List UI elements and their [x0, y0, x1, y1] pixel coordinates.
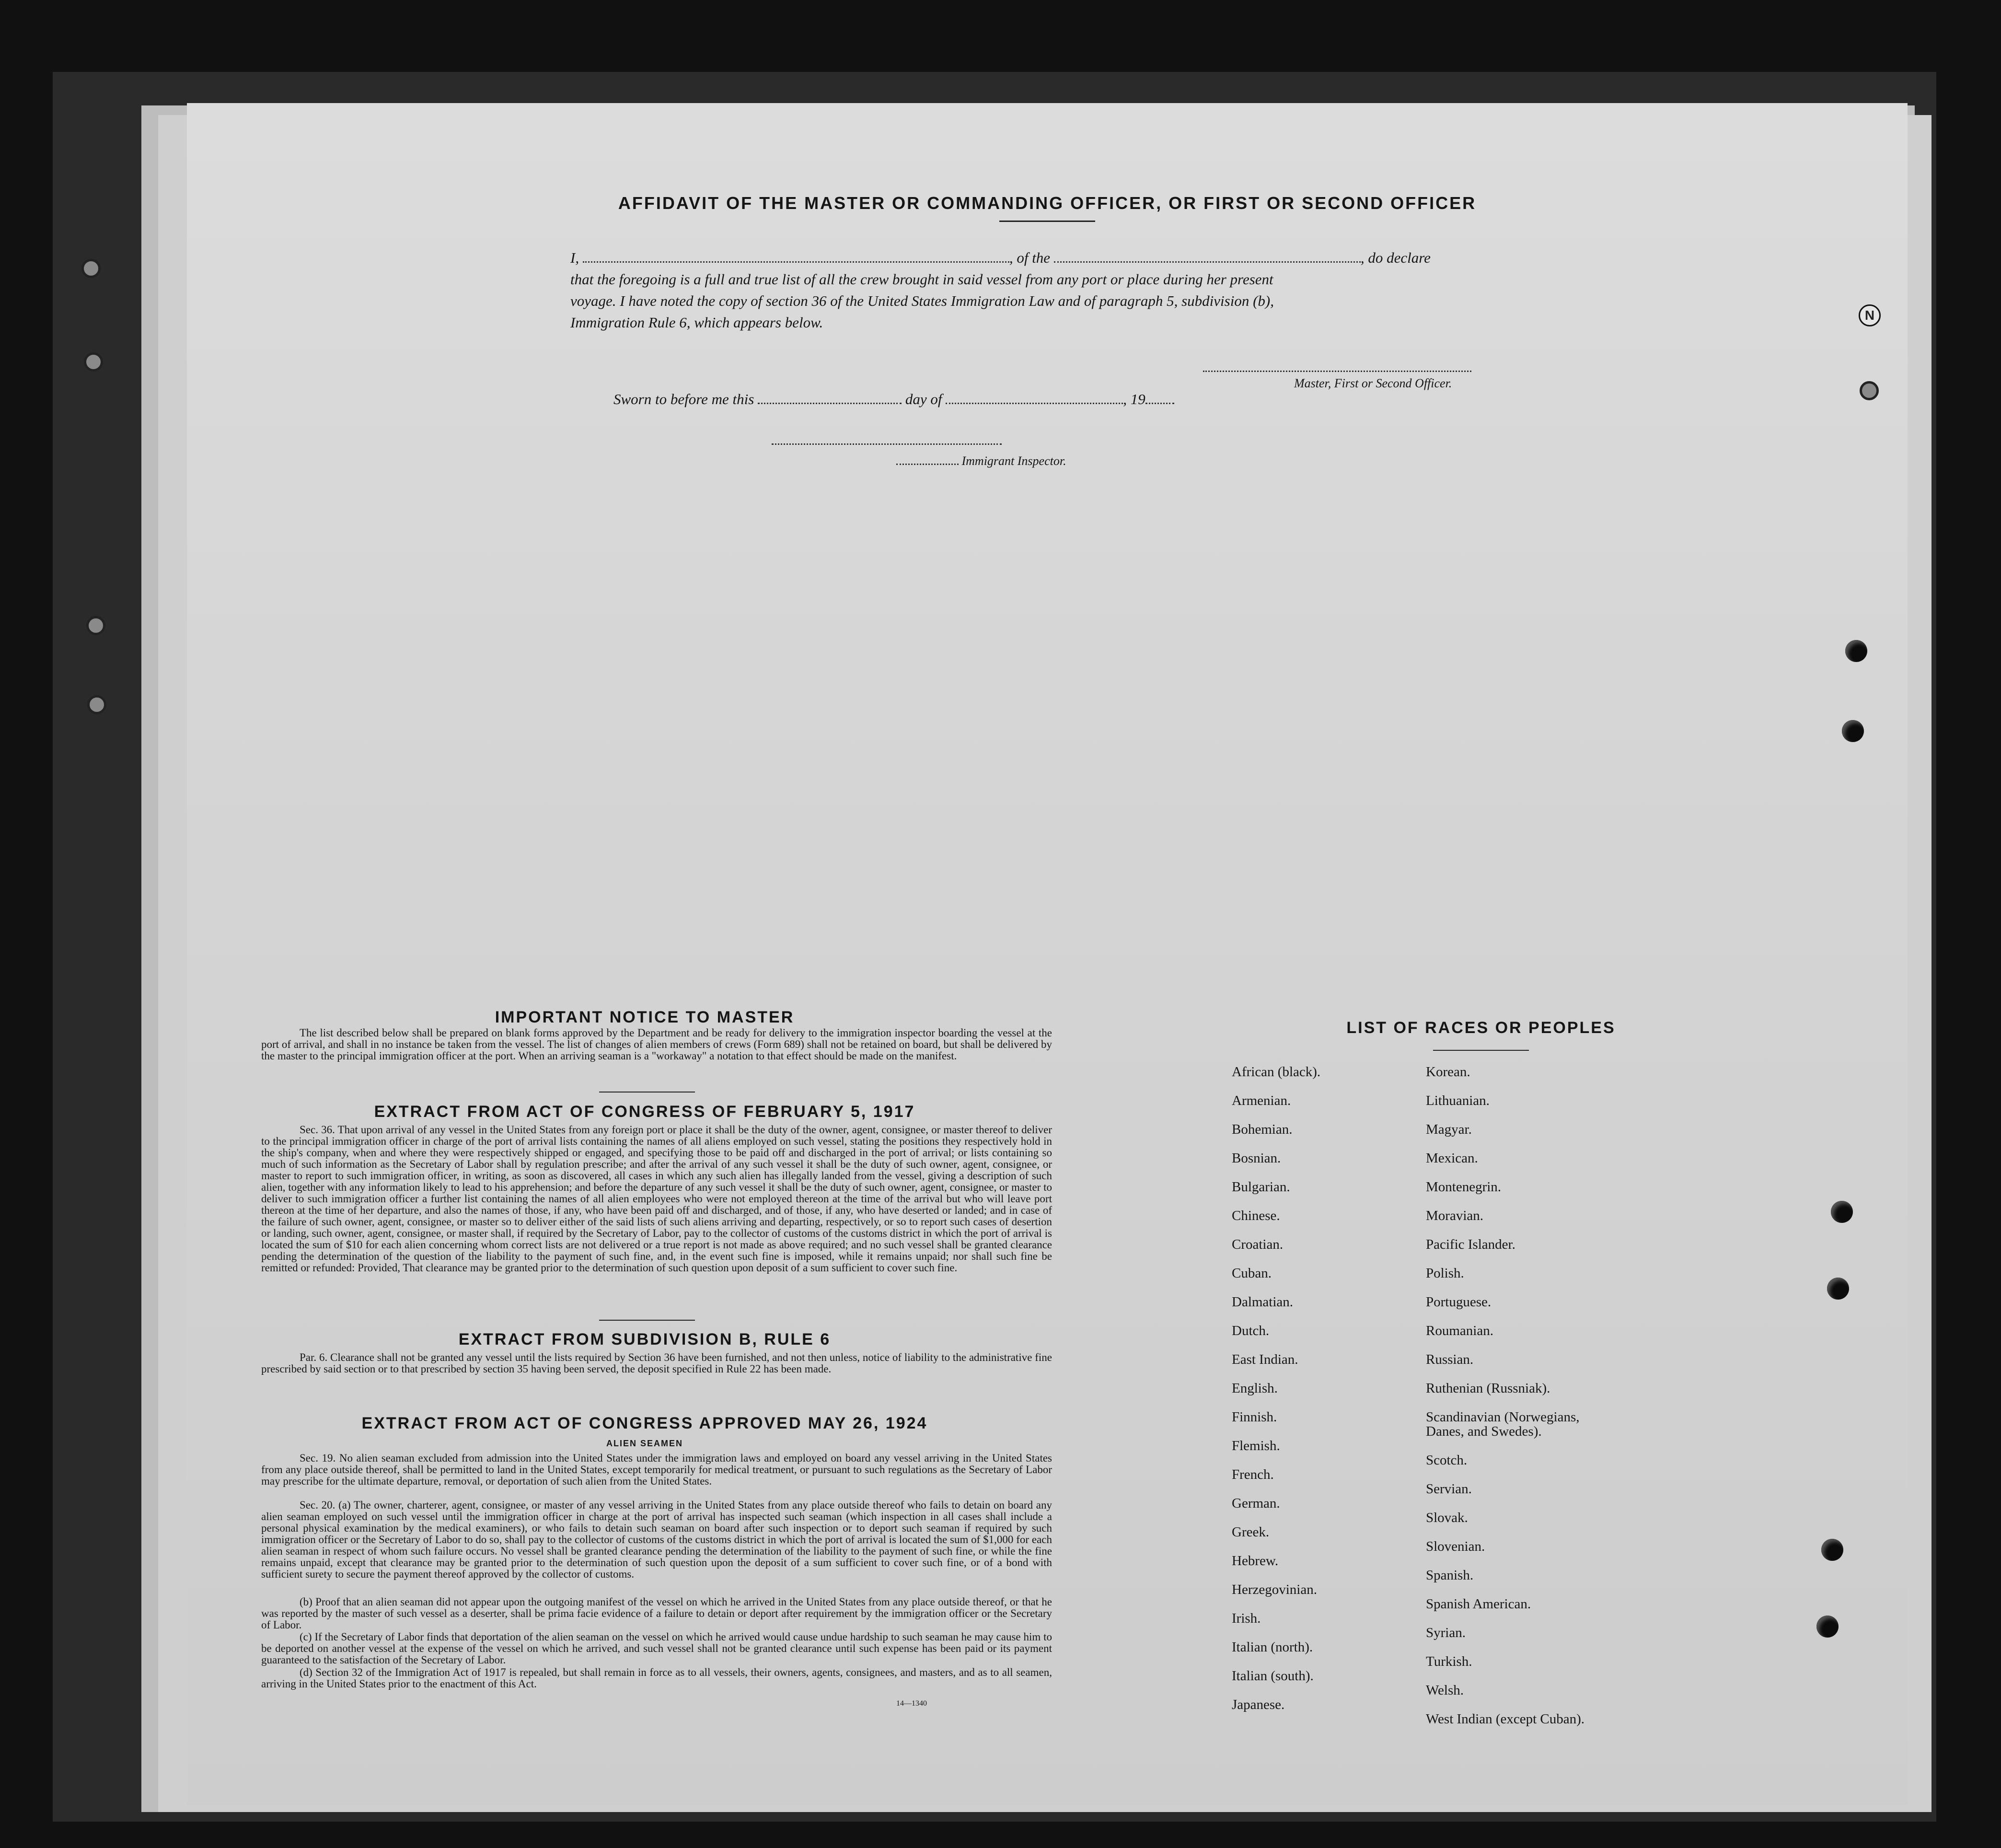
sec19-body: Sec. 19. No alien seaman excluded from admission into the United States under the immigration laws and employed on board any vessel arriving in the United States from any place outside thereof, shall be permitted to land in the United States, except temporarily for medical treatment, or pursuant to such regulations as the Secretary of Labor may prescribe for the ultimate departure, removal, or deportation of such alien from the United States. [261, 1452, 1052, 1487]
section-rule [599, 1320, 695, 1321]
sworn-day-blank [758, 403, 902, 404]
race-item: Roumanian. [1426, 1323, 1493, 1338]
race-item: Lithuanian. [1426, 1093, 1490, 1108]
alien-seamen-subtitle: ALIEN SEAMEN [606, 1439, 683, 1448]
punch-hole-icon [1821, 1539, 1843, 1561]
race-item: Ruthenian (Russniak). [1426, 1381, 1550, 1396]
race-item: English. [1232, 1381, 1278, 1396]
race-item: Mexican. [1426, 1151, 1478, 1166]
inspector-caption-text: Immigrant Inspector. [961, 454, 1066, 468]
name-blank [583, 261, 1009, 263]
inspector-caption [896, 454, 1066, 468]
affidavit-i: I, [570, 249, 579, 266]
races-right-column [1426, 1064, 1713, 1735]
race-item: Spanish American. [1426, 1596, 1531, 1612]
race-item: German. [1232, 1496, 1280, 1511]
race-item: Slovak. [1426, 1510, 1468, 1525]
sec20a-body: Sec. 20. (a) The owner, charterer, agent, consignee, or master of any vessel arriving in the United States from any place outside thereof who fails to detain on board any alien seaman employed on such vessel until the immigration officer in charge at the port of arrival has inspected such seaman (which inspection in all cases shall include a personal physical examination by the medical examiners), or who fails to detain such seaman on board after such inspection or to deport such seaman if required by such immigration officer or the Secretary of Labor to do so, shall pay to the collector of customs of the customs district in which the port of arrival is located the sum of $1,000 for each alien seaman in respect of whom such failure occurs. No vessel shall be granted clearance pending the determination of the liability to the payment of such fine, or while the fine remains unpaid, except that clearance may be granted prior to the determination of such question upon the deposit of a sum sufficient to cover such fine, or of a bond with sufficient surety to secure the payment thereof approved by the collector of customs. [261, 1499, 1052, 1580]
subdivision-title: EXTRACT FROM SUBDIVISION B, RULE 6 [458, 1330, 831, 1348]
race-item: Slovenian. [1426, 1539, 1485, 1554]
binder-hole-icon [84, 352, 103, 372]
race-item: Finnish. [1232, 1409, 1277, 1425]
race-item: Moravian. [1426, 1208, 1483, 1223]
affidavit-line-1 [570, 249, 1721, 267]
year-blank [1145, 403, 1174, 404]
sec20c-body: (c) If the Secretary of Labor finds that deportation of the alien seaman on the vessel on which he arrived would cause undue hardship to such seaman he may cause him to be deported on another vessel at the expense of the vessel on which he arrived, and such vessel shall not be granted clearance until such expense has been paid or its payment guaranteed to the satisfaction of the Secretary of Labor. [261, 1631, 1052, 1666]
punch-hole-icon [1831, 1201, 1853, 1223]
extract-1917-body: Sec. 36. That upon arrival of any vessel in the United States from any foreign port or place it shall be the duty of the owner, agent, consignee, or master thereof to deliver to the principal immigration officer in charge of the port of arrival lists containing the names of all aliens employed on such vessel, stating the positions they respectively hold in the ship's company, when and where they were respectively shipped or engaged, and specifying those to be paid off and discharged in the port of arrival; or lists containing so much of such information as the Secretary of Labor shall by regulation prescribe; and after the arrival of any such vessel it shall be the duty of such owner, agent, consignee, or master to report to such immigration officer, in writing, as soon as discovered, all cases in which any such alien has illegally landed from the vessel, giving a description of such alien, together with any information likely to lead to his apprehension; and before the departure of any such vessel it shall be the duty of such owner, agent, consignee, or master to deliver to such immigration officer a further list containing the names of all alien employees who were not employed thereon at the time of the arrival but who will leave port thereon at the time of her departure, and also the names of those, if any, who have been paid off and discharged, and of those, if any, who have deserted or landed; and in case of the failure of such owner, agent, consignee, or master so to deliver either of the said lists of such aliens arriving and departing, respectively, or so to report such cases of desertion or landing, such owner, agent, consignee, or master shall, if required by the Secretary of Labor, pay to the collector of customs of the customs district in which the port of arrival is located the sum of $10 for each alien concerning whom correct lists are not delivered or a true report is not made as above required; and no such vessel shall be granted clearance pending the determination of the question of the liability to the payment of such fine, and, in the event such fine is imposed, while it remains unpaid; nor shall such fine be remitted or refunded: Provided, That clearance may be granted prior to the determination of such question upon deposit of a sum sufficient to cover such fine. [261, 1124, 1052, 1274]
affidavit-declare: , do declare [1360, 249, 1431, 266]
year-text: , 19 [1123, 391, 1145, 407]
master-signature-line [1203, 371, 1471, 372]
race-item: Cuban. [1232, 1266, 1272, 1281]
extract-1924-title: EXTRACT FROM ACT OF CONGRESS APPROVED MAY 26, 1924 [361, 1414, 928, 1432]
race-item: Spanish. [1426, 1568, 1474, 1583]
races-rule [1433, 1050, 1529, 1051]
notice-body: The list described below shall be prepared on blank forms approved by the Department and be ready for delivery to the immigration inspector boarding the vessel at the port of arrival, and shall in no instance be taken from the vessel. The list of changes of alien members of crews (Form 689) shall not be retained on board, but shall be delivered by the master to the principal immigration officer at the port. When an arriving seaman is a "workaway" a notation to that effect should be made on the manifest. [261, 1027, 1052, 1062]
affidavit-line-2: that the foregoing is a full and true list of all the crew brought in said vessel from any port or place during her present [570, 271, 1273, 288]
race-item: Dutch. [1232, 1323, 1270, 1338]
inspector-signature-line [772, 443, 1002, 445]
race-item: West Indian (except Cuban). [1426, 1711, 1585, 1727]
race-item: Armenian. [1232, 1093, 1291, 1108]
race-item: Portuguese. [1426, 1294, 1492, 1310]
stamp-n-icon: N [1859, 304, 1881, 326]
race-item: East Indian. [1232, 1352, 1298, 1367]
race-item: Danes, and Swedes). [1426, 1424, 1542, 1439]
race-item: Scotch. [1426, 1453, 1468, 1468]
race-item: Hebrew. [1232, 1553, 1279, 1569]
day-of-text: day of [905, 391, 942, 407]
punch-hole-icon [1845, 640, 1867, 662]
race-item: Magyar. [1426, 1122, 1472, 1137]
affidavit-of-the: , of the [1009, 249, 1051, 266]
title-rule [999, 221, 1095, 222]
race-item: Polish. [1426, 1266, 1464, 1281]
punch-hole-icon [1827, 1278, 1849, 1300]
race-item: Pacific Islander. [1426, 1237, 1515, 1252]
race-item: Turkish. [1426, 1654, 1472, 1669]
race-item: Bosnian. [1232, 1151, 1281, 1166]
punch-hole-icon [1842, 720, 1864, 742]
race-item: Irish. [1232, 1611, 1261, 1626]
sworn-line [613, 391, 1174, 408]
affidavit-title: AFFIDAVIT OF THE MASTER OR COMMANDING OFFICER, OR FIRST OR SECOND OFFICER [618, 193, 1477, 213]
race-item: Russian. [1426, 1352, 1474, 1367]
subdivision-body: Par. 6. Clearance shall not be granted any vessel until the lists required by Section 36 have been furnished, and not then unless, notice of liability to the administrative fine prescribed by said section or to that prescribed by section 35 having been served, the deposit specified in Rule 22 has been made. [261, 1351, 1052, 1375]
master-signature-caption: Master, First or Second Officer. [1294, 376, 1452, 390]
race-item: Italian (north). [1232, 1639, 1313, 1655]
form-number: 14—1340 [896, 1699, 927, 1708]
race-item: Welsh. [1426, 1683, 1464, 1698]
races-left-column [1232, 1064, 1423, 1735]
binder-hole-icon [86, 616, 105, 635]
affidavit-line-4: Immigration Rule 6, which appears below. [570, 314, 823, 331]
affidavit-line-3: voyage. I have noted the copy of section 36 of the United States Immigration Law and of paragraph 5, subdivision (b), [570, 292, 1274, 309]
binder-hole-icon [87, 695, 106, 714]
race-item: Korean. [1426, 1064, 1470, 1080]
race-item: Syrian. [1426, 1625, 1466, 1640]
race-item: African (black). [1232, 1064, 1321, 1080]
race-item: Japanese. [1232, 1697, 1285, 1712]
race-item: Flemish. [1232, 1438, 1280, 1453]
race-item: Chinese. [1232, 1208, 1280, 1223]
race-item: Greek. [1232, 1524, 1270, 1540]
race-item: Dalmatian. [1232, 1294, 1294, 1310]
races-title: LIST OF RACES OR PEOPLES [1346, 1019, 1616, 1037]
race-item: Croatian. [1232, 1237, 1284, 1252]
inspector-dots [896, 464, 959, 465]
sworn-text: Sworn to before me this [613, 391, 754, 407]
race-item: Italian (south). [1232, 1668, 1314, 1684]
notice-title: IMPORTANT NOTICE TO MASTER [495, 1008, 795, 1026]
race-item: Bohemian. [1232, 1122, 1293, 1137]
race-item: Servian. [1426, 1481, 1472, 1497]
race-item: Bulgarian. [1232, 1179, 1290, 1195]
binder-hole-icon [81, 259, 101, 278]
race-item: Scandinavian (Norwegians, [1426, 1409, 1580, 1425]
document-page [187, 103, 1908, 1805]
month-blank [946, 403, 1123, 404]
vessel-blank [1054, 261, 1361, 263]
extract-1917-title: EXTRACT FROM ACT OF CONGRESS OF FEBRUARY 5, 1917 [374, 1103, 915, 1121]
sec20b-body: (b) Proof that an alien seaman did not appear upon the outgoing manifest of the vessel on which he arrived in the United States from any place outside thereof, or that he was reported by the master of such vessel as a deserter, shall be prima facie evidence of a failure to detain or deport after requirement by the immigration officer or the Secretary of Labor. [261, 1596, 1052, 1631]
punch-hole-icon [1816, 1616, 1839, 1638]
race-item: French. [1232, 1467, 1274, 1482]
sec20d-body: (d) Section 32 of the Immigration Act of 1917 is repealed, but shall remain in force as to all vessels, their owners, agents, consignees, and masters, and as to all seamen, arriving in the United States prior to the enactment of this Act. [261, 1666, 1052, 1690]
race-item: Herzegovinian. [1232, 1582, 1317, 1597]
race-item: Montenegrin. [1426, 1179, 1502, 1195]
section-rule [599, 1092, 695, 1093]
binder-hole-icon [1860, 381, 1879, 400]
